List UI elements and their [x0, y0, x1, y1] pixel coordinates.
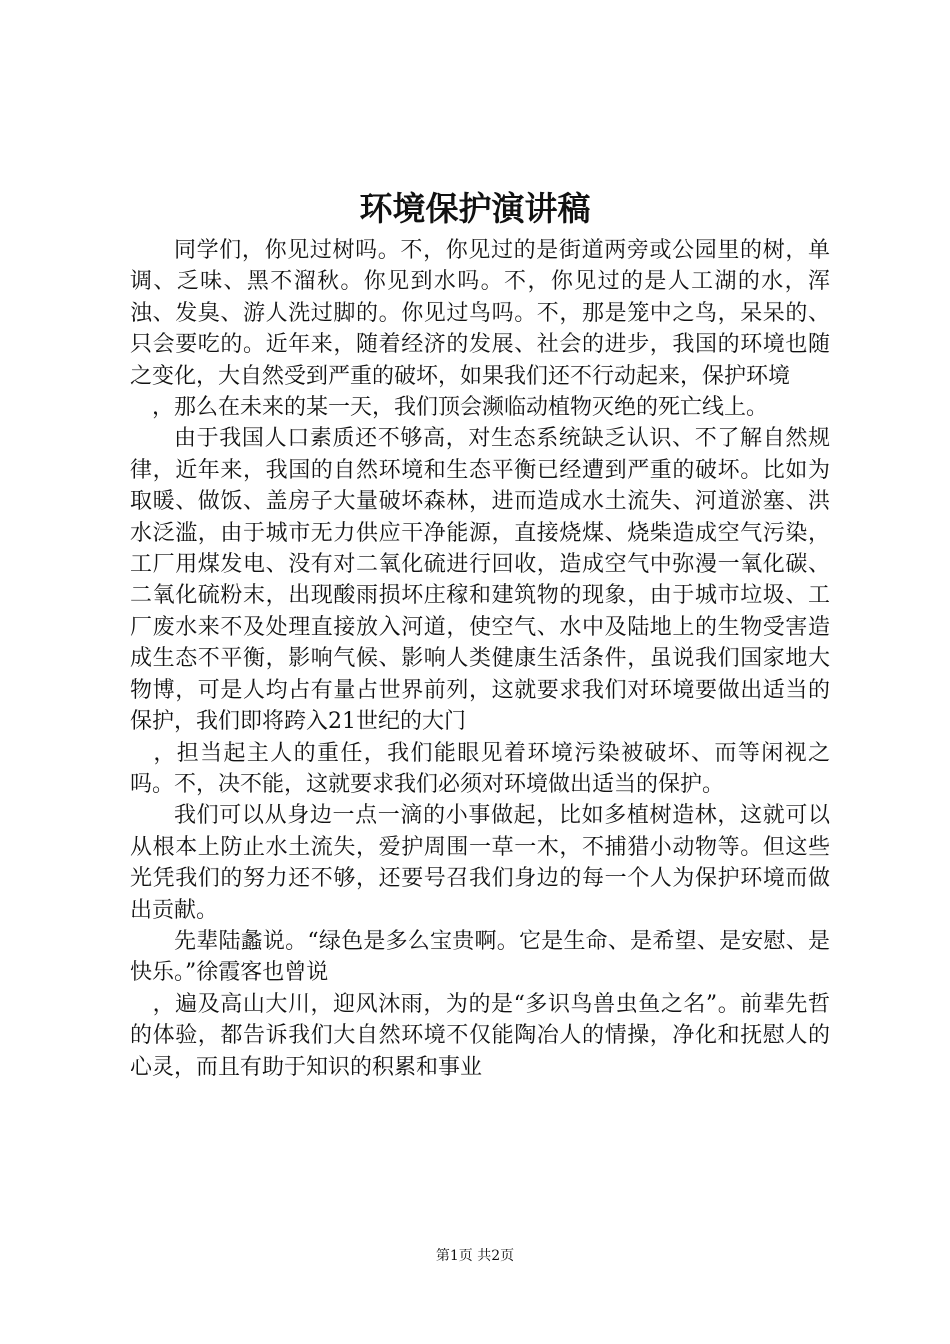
document-body	[130, 235, 830, 1083]
page-number-footer: 第1页 共2页	[435, 1248, 515, 1264]
paragraph: ，那么在未来的某一天，我们顶会濒临动植物灭绝的死亡线上。	[130, 395, 769, 421]
paragraph: 先辈陆蠡说。“绿色是多么宝贵啊。它是生命、是希望、是安慰、是快乐。”徐霞客也曾说	[130, 928, 830, 986]
document-title: 环境保护演讲稿	[359, 189, 591, 228]
paragraph: ，遍及高山大川，迎风沐雨，为的是“多识鸟兽虫鱼之名”。前辈先哲的体验，都告诉我们大自然环境不仅能陶冶人的情操，净化和抚慰人的心灵，而且有助于知识的积累和事业	[130, 991, 830, 1080]
paragraph: 由于我国人口素质还不够高，对生态系统缺乏认识、不了解自然规律，近年来，我国的自然环境和生态平衡已经遭到严重的破坏。比如为取暖、做饭、盖房子大量破坏森林，进而造成水土流失、河道淤塞、洪水泛滥，由于城市无力供应干净能源，直接烧煤、烧柴造成空气污染，工厂用煤发电、没有对二氧化硫进行回收，造成空气中弥漫一氧化碳、二氧化硫粉末，出现酸雨损坏庄稼和建筑物的现象，由于城市垃圾、工厂废水来不及处理直接放入河道，使空气、水中及陆地上的生物受害造成生态不平衡，影响气候、影响人类健康生活条件，虽说我们国家地大物博，可是人均占有量占世界前列，这就要求我们对环境要做出适当的保护，我们即将跨入21世纪的大门	[130, 426, 830, 735]
paragraph: ，担当起主人的重任，我们能眼见着环境污染被破坏、而等闲视之吗。不，决不能，这就要求我们必须对环境做出适当的保护。	[130, 740, 830, 797]
paragraph: 同学们，你见过树吗。不，你见过的是街道两旁或公园里的树，单调、乏味、黑不溜秋。你见到水吗。不，你见过的是人工湖的水，浑浊、发臭、游人洗过脚的。你见过鸟吗。不，那是笼中之鸟，呆呆的、只会要吃的。近年来，随着经济的发展、社会的进步，我国的环境也随之变化，大自然受到严重的破坏，如果我们还不行动起来，保护环境	[130, 238, 830, 389]
paragraph: 我们可以从身边一点一滴的小事做起，比如多植树造林，这就可以从根本上防止水土流失，爱护周围一草一木，不捕猎小动物等。但这些光凭我们的努力还不够，还要号召我们身边的每一个人为保护环境而做出贡献。	[130, 803, 830, 923]
